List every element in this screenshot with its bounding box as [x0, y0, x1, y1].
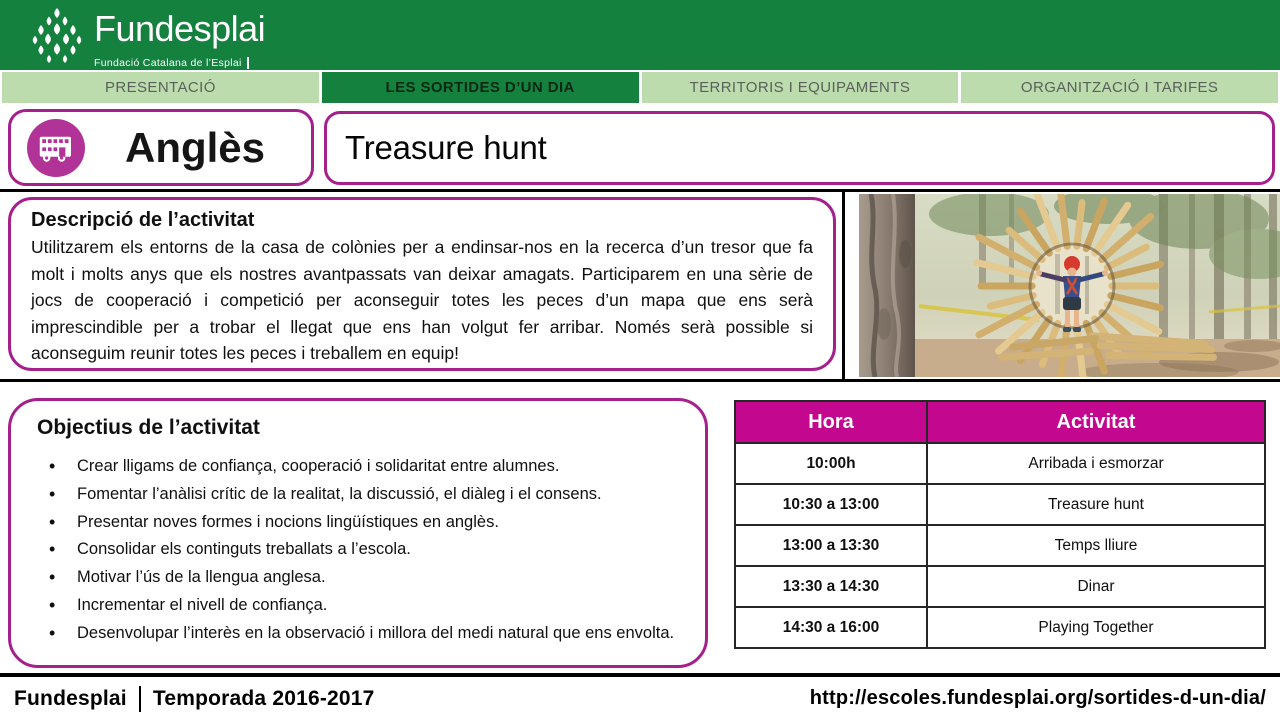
objective-item: • Fomentar l’anàlisi crític de la realitat, la discussió, el diàleg i el consens. [37, 484, 679, 506]
double-decker-bus-icon [27, 119, 85, 177]
schedule-time: 10:30 a 13:00 [735, 484, 927, 525]
category-label: Anglès [124, 123, 266, 171]
activity-title-box [324, 111, 1275, 185]
divider-vertical [842, 189, 845, 382]
footer-season: Temporada 2016-2017 [152, 686, 375, 710]
objective-item: • Desenvolupar l’interès en la observació i millora del medi natural que ens envolta. [37, 623, 679, 645]
nav-tabs [2, 72, 1278, 103]
activity-title: Treasure hunt [345, 129, 547, 166]
schedule-header-row [735, 401, 1265, 443]
divider-middle [0, 379, 1280, 382]
logo-subtitle: Fundació Catalana de l’Esplai [94, 57, 249, 69]
tab-territoris-i-equipaments[interactable]: TERRITORIS I EQUIPAMENTS [642, 72, 959, 103]
schedule-header-activitat: Activitat [927, 401, 1265, 443]
schedule-row [735, 443, 1265, 484]
tab-les-sortides-dun-dia[interactable]: LES SORTIDES D’UN DIA [322, 72, 639, 103]
fundesplai-logo [26, 5, 265, 71]
description-box [8, 197, 836, 371]
schedule-time: 14:30 a 16:00 [735, 607, 927, 648]
footer-separator [139, 686, 141, 712]
schedule-row [735, 525, 1265, 566]
footer-url-link[interactable]: http://escoles.fundesplai.org/sortides-d-un-dia/ [809, 687, 1266, 709]
tab-organitzacio-i-tarifes[interactable]: ORGANITZACIÓ I TARIFES [961, 72, 1278, 103]
objective-item: • Crear lligams de confiança, cooperació i solidaritat entre alumnes. [37, 456, 679, 478]
header-bar [0, 0, 1280, 70]
activity-photo [859, 194, 1280, 377]
objectives-heading: Objectius de l’activitat [37, 416, 260, 439]
objective-item: • Motivar l’ús de la llengua anglesa. [37, 567, 679, 589]
schedule-activity: Treasure hunt [927, 484, 1265, 525]
schedule-table [734, 400, 1266, 649]
schedule-activity: Temps lliure [927, 525, 1265, 566]
schedule-row [735, 484, 1265, 525]
objectives-box [8, 398, 708, 668]
schedule-row [735, 566, 1265, 607]
objective-item: • Consolidar els continguts treballats a l’escola. [37, 539, 679, 561]
footer [0, 677, 1280, 720]
objectives-list [37, 456, 679, 644]
objective-item: • Presentar noves formes i nocions lingüístiques en anglès. [37, 512, 679, 534]
tab-presentacio[interactable]: PRESENTACIÓ [2, 72, 319, 103]
description-text: Utilitzarem els entorns de la casa de colònies per a endinsar-nos en la recerca d’un tresor que fa molt i molts anys que els nostres avantpassats van deixar amagats. Participarem en una sèrie de jocs de cooperació i competició per aconseguir totes les peces d’un mapa que ens serà imprescindible per a trobar el llegat que ens han volgut fer arribar. Només serà possible si aconseguim reunir totes les peces i treballem en equip! [31, 237, 813, 364]
schedule-time: 13:30 a 14:30 [735, 566, 927, 607]
schedule-activity: Playing Together [927, 607, 1265, 648]
category-box [8, 109, 314, 186]
schedule-activity: Dinar [927, 566, 1265, 607]
objective-item: • Incrementar el nivell de confiança. [37, 595, 679, 617]
description-heading: Descripció de l’activitat [31, 209, 255, 231]
footer-brand: Fundesplai [14, 686, 127, 710]
footer-left [14, 686, 375, 712]
schedule-time: 13:00 a 13:30 [735, 525, 927, 566]
logo-title: Fundesplai [94, 8, 266, 49]
pinecone-logo-icon [26, 5, 88, 65]
divider-top [0, 189, 1280, 192]
schedule-activity: Arribada i esmorzar [927, 443, 1265, 484]
schedule-header-hora: Hora [735, 401, 927, 443]
schedule-time: 10:00h [735, 443, 927, 484]
schedule-row [735, 607, 1265, 648]
